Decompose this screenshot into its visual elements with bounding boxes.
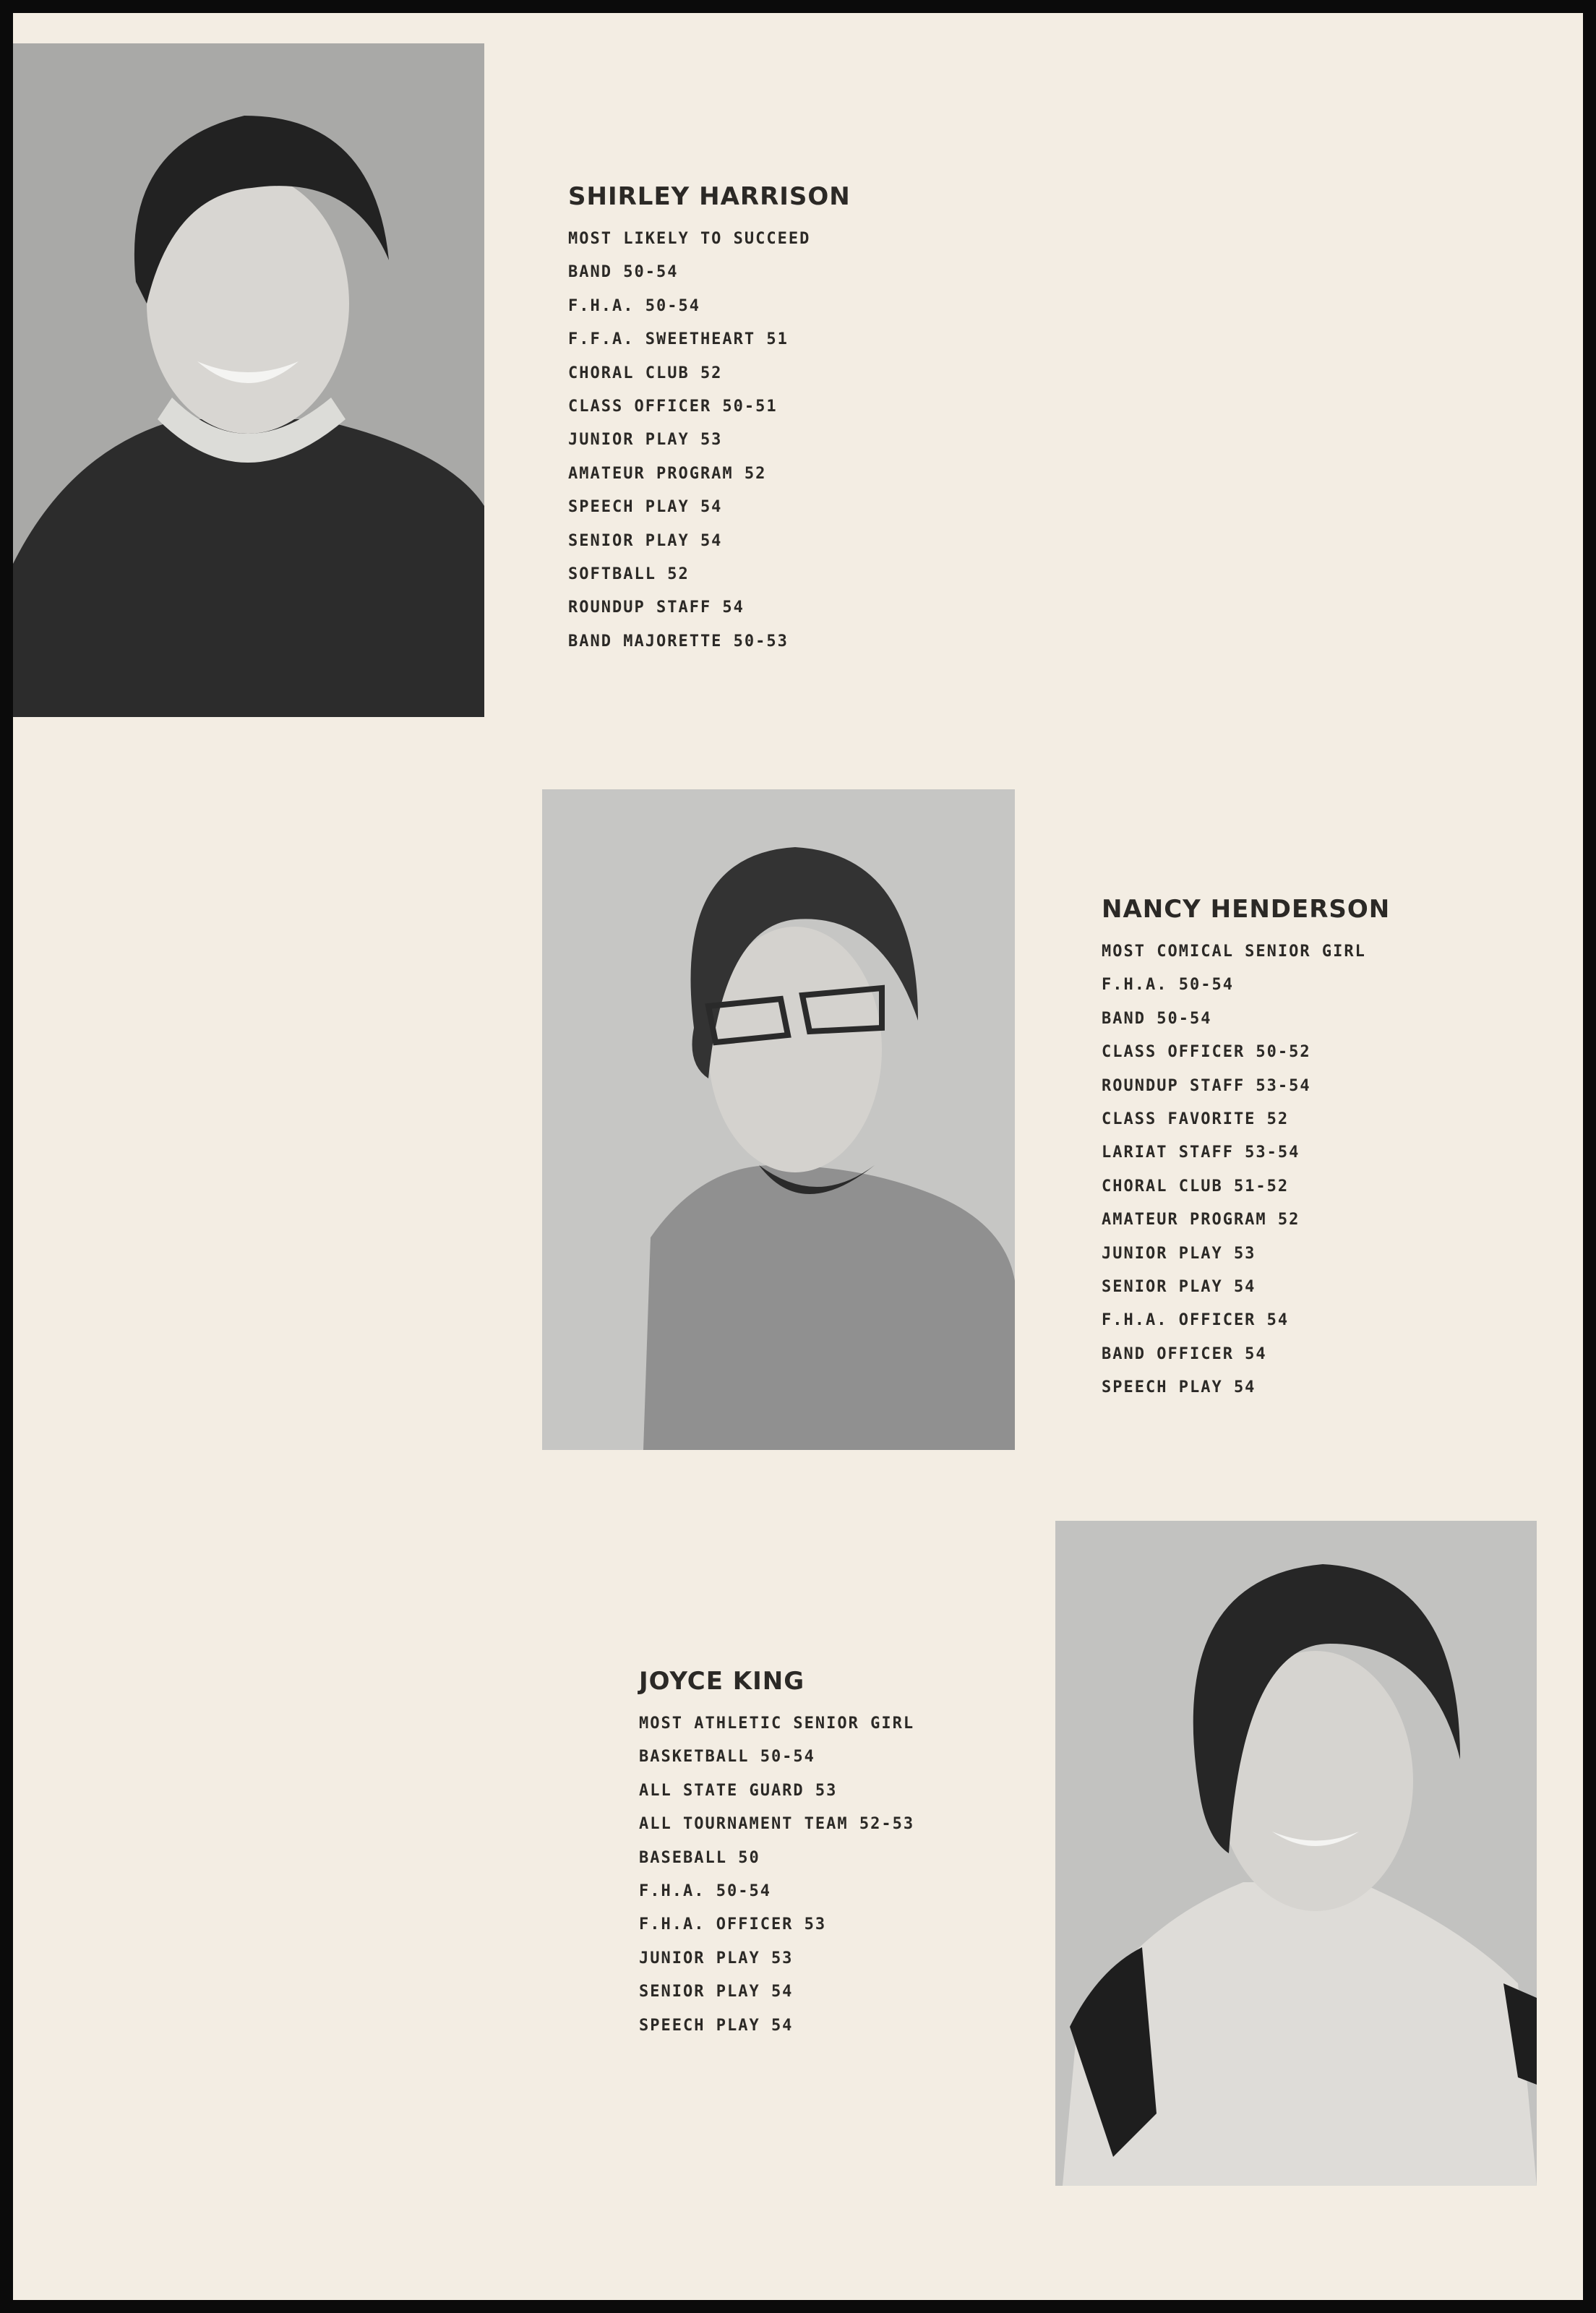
activity-item: SENIOR PLAY 54 <box>639 1983 794 2001</box>
portrait-photo-shirley-harrison <box>13 43 484 717</box>
student-name: SHIRLEY HARRISON <box>568 182 851 211</box>
activity-item: BASKETBALL 50-54 <box>639 1748 815 1767</box>
activity-item: SENIOR PLAY 54 <box>568 531 723 550</box>
activity-item: BASEBALL 50 <box>639 1848 760 1867</box>
student-name: JOYCE KING <box>639 1667 805 1696</box>
activity-item: JUNIOR PLAY 53 <box>1102 1244 1256 1263</box>
activity-item: BAND 50-54 <box>1102 1009 1212 1028</box>
activity-item: MOST COMICAL SENIOR GIRL <box>1102 943 1366 961</box>
activity-item: CHORAL CLUB 52 <box>568 364 723 382</box>
portrait-photo-nancy-henderson <box>542 789 1015 1450</box>
yearbook-page <box>13 13 1583 2300</box>
activity-item: AMATEUR PROGRAM 52 <box>1102 1211 1300 1230</box>
activity-item: SPEECH PLAY 54 <box>568 498 723 517</box>
activity-item: BAND OFFICER 54 <box>1102 1344 1267 1363</box>
activity-item: MOST LIKELY TO SUCCEED <box>568 230 811 248</box>
student-name: NANCY HENDERSON <box>1102 895 1391 924</box>
student-bio-nancy-henderson <box>1102 893 1390 1405</box>
activity-item: F.H.A. OFFICER 53 <box>639 1915 827 1934</box>
activity-list <box>568 223 851 658</box>
activity-item: F.H.A. 50-54 <box>1102 976 1234 995</box>
activity-item: AMATEUR PROGRAM 52 <box>568 464 767 483</box>
activity-item: ALL STATE GUARD 53 <box>639 1781 838 1800</box>
activity-list <box>1102 935 1390 1405</box>
activity-item: MOST ATHLETIC SENIOR GIRL <box>639 1715 915 1733</box>
activity-item: ROUNDUP STAFF 54 <box>568 598 745 617</box>
activity-item: CLASS OFFICER 50-51 <box>568 398 778 416</box>
activity-item: SOFTBALL 52 <box>568 565 690 584</box>
activity-item: LARIAT STAFF 53-54 <box>1102 1143 1300 1162</box>
activity-item: BAND 50-54 <box>568 263 679 282</box>
activity-item: SPEECH PLAY 54 <box>639 2016 794 2035</box>
activity-item: CLASS OFFICER 50-52 <box>1102 1043 1311 1062</box>
activity-item: ALL TOURNAMENT TEAM 52-53 <box>639 1815 915 1834</box>
student-bio-joyce-king <box>639 1665 914 2043</box>
activity-list <box>639 1707 914 2043</box>
activity-item: CLASS FAVORITE 52 <box>1102 1110 1290 1129</box>
activity-item: JUNIOR PLAY 53 <box>568 431 723 450</box>
portrait-photo-joyce-king <box>1055 1521 1537 2186</box>
activity-item: BAND MAJORETTE 50-53 <box>568 632 789 651</box>
activity-item: ROUNDUP STAFF 53-54 <box>1102 1076 1311 1095</box>
activity-item: CHORAL CLUB 51-52 <box>1102 1177 1290 1196</box>
student-bio-shirley-harrison <box>568 181 851 658</box>
activity-item: F.H.A. 50-54 <box>568 296 700 315</box>
activity-item: F.H.A. 50-54 <box>639 1882 771 1901</box>
activity-item: F.F.A. SWEETHEART 51 <box>568 330 789 349</box>
activity-item: JUNIOR PLAY 53 <box>639 1949 794 1967</box>
activity-item: SENIOR PLAY 54 <box>1102 1278 1256 1297</box>
activity-item: SPEECH PLAY 54 <box>1102 1378 1256 1397</box>
activity-item: F.H.A. OFFICER 54 <box>1102 1311 1290 1330</box>
